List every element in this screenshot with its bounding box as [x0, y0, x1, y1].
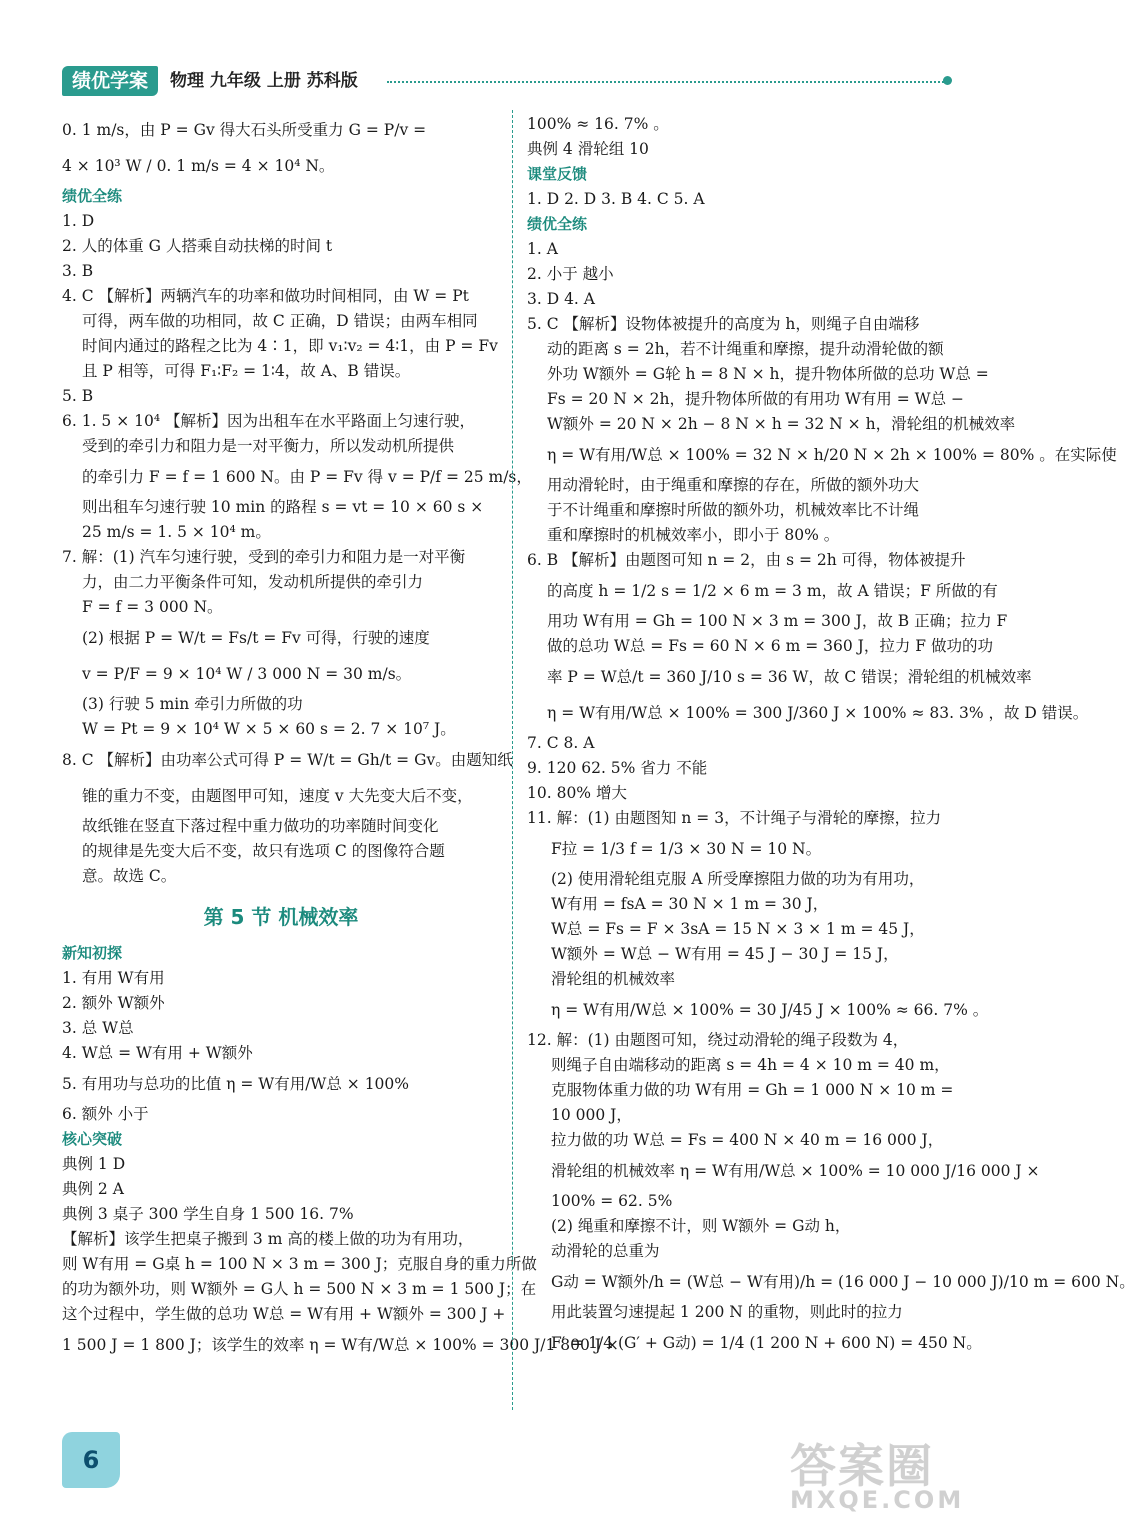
- text-line: F′ = 1/4 (G′ + G动) = 1/4 (1 200 N + 600 N) = 450 N。: [551, 1334, 982, 1352]
- text-line: G动 = W额外/h = (W总 − W有用)/h = (16 000 J − 10 000 J)/10 m = 600 N。: [551, 1273, 1135, 1291]
- text-line: 3. D 4. A: [527, 290, 595, 308]
- text-line: 6. 1. 5 × 10⁴ 【解析】因为出租车在水平路面上匀速行驶，: [62, 412, 475, 430]
- text-line: 的牵引力 F = f = 1 600 N。由 P = Fv 得 v = P/f = 25 m/s，: [82, 468, 532, 486]
- text-line: 1 500 J = 1 800 J；该学生的效率 η = W有/W总 × 100% = 300 J/1 800 J ×: [62, 1336, 619, 1354]
- text-line: 8. C 【解析】由功率公式可得 P = W/t = Gh/t = Gv。由题知纸: [62, 751, 513, 769]
- right-column: [527, 112, 1135, 1361]
- text-line: 拉力做的功 W总 = Fs = 400 N × 40 m = 16 000 J，: [551, 1131, 944, 1149]
- section-title: 第 5 节 机械效率: [203, 905, 359, 929]
- text-line: 滑轮组的机械效率: [551, 970, 676, 988]
- text-line: η = W有用/W总 × 100% = 32 N × h/20 N × 2h × 100% = 80% 。在实际使: [547, 446, 1117, 464]
- text-line: 10 000 J，: [551, 1106, 632, 1124]
- text-line: 4 × 10³ W / 0. 1 m/s = 4 × 10⁴ N。: [62, 157, 335, 175]
- text-line: 意。故选 C。: [82, 867, 177, 885]
- page-number: 6: [62, 1432, 120, 1488]
- text-line: 7. C 8. A: [527, 734, 595, 752]
- text-line: 用动滑轮时，由于绳重和摩擦的存在，所做的额外功大: [547, 476, 920, 494]
- text-line: 典例 3 桌子 300 学生自身 1 500 16. 7%: [62, 1205, 354, 1223]
- section-heading: 绩优全练: [62, 187, 123, 205]
- text-line: 则出租车匀速行驶 10 min 的路程 s = vt = 10 × 60 s ×: [82, 498, 484, 516]
- text-line: 动的距离 s = 2h，若不计绳重和摩擦，提升动滑轮做的额: [547, 340, 944, 358]
- section-heading: 新知初探: [62, 944, 123, 962]
- header-dot: [943, 76, 952, 85]
- text-line: 5. 有用功与总功的比值 η = W有用/W总 × 100%: [62, 1075, 410, 1093]
- text-line: 典例 1 D: [62, 1155, 126, 1173]
- subject-label: 物理 九年级 上册 苏科版: [170, 71, 358, 91]
- text-line: W有用 = fsA = 30 N × 1 m = 30 J，: [551, 895, 829, 913]
- brand-badge: 绩优学案: [62, 66, 158, 96]
- section-heading: 核心突破: [62, 1130, 123, 1148]
- section-heading: 绩优全练: [527, 215, 588, 233]
- text-line: v = P/F = 9 × 10⁴ W / 3 000 N = 30 m/s。: [82, 665, 412, 683]
- text-line: 的规律是先变大后不变，故只有选项 C 的图像符合题: [82, 842, 445, 860]
- text-line: 这个过程中，学生做的总功 W总 = W有用 + W额外 = 300 J +: [62, 1305, 506, 1323]
- section-heading: 课堂反馈: [527, 165, 588, 183]
- text-line: 4. W总 = W有用 + W额外: [62, 1044, 253, 1062]
- text-line: 11. 解：(1) 由题图知 n = 3，不计绳子与滑轮的摩擦，拉力: [527, 809, 942, 827]
- text-line: 典例 2 A: [62, 1180, 124, 1198]
- text-line: 克服物体重力做的功 W有用 = Gh = 1 000 N × 10 m =: [551, 1081, 954, 1099]
- text-line: 【解析】该学生把桌子搬到 3 m 高的楼上做的功为有用功，: [62, 1230, 474, 1248]
- text-line: (3) 行驶 5 min 牵引力所做的功: [82, 695, 303, 713]
- text-line: Fs = 20 N × 2h，提升物体所做的有用功 W有用 = W总 −: [547, 390, 964, 408]
- text-line: (2) 根据 P = W/t = Fs/t = Fv 可得，行驶的速度: [82, 629, 430, 647]
- text-line: 则 W有用 = G桌 h = 100 N × 3 m = 300 J；克服自身的重力所做: [62, 1255, 537, 1273]
- text-line: W总 = Fs = F × 3sA = 15 N × 3 × 1 m = 45 J，: [551, 920, 925, 938]
- header-divider: [387, 81, 944, 83]
- text-line: η = W有用/W总 × 100% = 300 J/360 J × 100% ≈ 83. 3% ，故 D 错误。: [547, 704, 1089, 722]
- text-line: 的功为额外功，则 W额外 = G人 h = 500 N × 3 m = 1 500 J；在: [62, 1280, 537, 1298]
- text-line: 6. B 【解析】由题图可知 n = 2，由 s = 2h 可得，物体被提升: [527, 551, 966, 569]
- watermark-logo: [790, 1430, 980, 1520]
- text-line: 的高度 h = 1/2 s = 1/2 × 6 m = 3 m，故 A 错误；F 所做的有: [547, 582, 998, 600]
- text-line: 且 P 相等，可得 F₁∶F₂ = 1∶4，故 A、B 错误。: [82, 362, 411, 380]
- text-line: 2. 额外 W额外: [62, 994, 165, 1012]
- text-line: 2. 人的体重 G 人搭乘自动扶梯的时间 t: [62, 237, 333, 255]
- text-line: 受到的牵引力和阻力是一对平衡力，所以发动机所提供: [82, 437, 455, 455]
- text-line: η = W有用/W总 × 100% = 30 J/45 J × 100% ≈ 66. 7% 。: [551, 1001, 989, 1019]
- text-line: 1. 有用 W有用: [62, 969, 165, 987]
- text-line: 滑轮组的机械效率 η = W有用/W总 × 100% = 10 000 J/16 000 J ×: [551, 1162, 1040, 1180]
- text-line: 2. 小于 越小: [527, 265, 614, 283]
- watermark-main: 答案圈: [790, 1439, 934, 1493]
- text-line: 可得，两车做的功相同，故 C 正确，D 错误；由两车相同: [82, 312, 478, 330]
- text-line: 率 P = W总/t = 360 J/10 s = 36 W，故 C 错误；滑轮组的机械效率: [547, 668, 1032, 686]
- text-line: F拉 = 1/3 f = 1/3 × 30 N = 10 N。: [551, 840, 822, 858]
- text-line: 5. C 【解析】设物体被提升的高度为 h，则绳子自由端移: [527, 315, 920, 333]
- text-line: 1. A: [527, 240, 558, 258]
- column-divider: [512, 110, 513, 1410]
- text-line: 4. C 【解析】两辆汽车的功率和做功时间相同，由 W = Pt: [62, 287, 469, 305]
- text-line: 5. B: [62, 387, 94, 405]
- text-line: 于不计绳重和摩擦时所做的额外功，机械效率比不计绳: [547, 501, 920, 519]
- text-line: 典例 4 滑轮组 10: [527, 140, 649, 158]
- watermark-sub: MXQE.COM: [790, 1486, 965, 1514]
- text-line: 做的总功 W总 = Fs = 60 N × 6 m = 360 J，拉力 F 做功的功: [547, 637, 993, 655]
- text-line: 外功 W额外 = G轮 h = 8 N × h，提升物体所做的总功 W总 =: [547, 365, 989, 383]
- text-line: 7. 解：(1) 汽车匀速行驶，受到的牵引力和阻力是一对平衡: [62, 548, 466, 566]
- text-line: 3. B: [62, 262, 94, 280]
- text-line: 3. 总 W总: [62, 1019, 134, 1037]
- text-line: F = f = 3 000 N。: [82, 598, 223, 616]
- text-line: 100% = 62. 5%: [551, 1192, 673, 1210]
- text-line: 6. 额外 小于: [62, 1105, 149, 1123]
- text-line: 用功 W有用 = Gh = 100 N × 3 m = 300 J，故 B 正确；拉力 F: [547, 612, 1008, 630]
- text-line: 9. 120 62. 5% 省力 不能: [527, 759, 708, 777]
- text-line: 则绳子自由端移动的距离 s = 4h = 4 × 10 m = 40 m，: [551, 1056, 950, 1074]
- text-line: 锥的重力不变，由题图甲可知，速度 v 大先变大后不变，: [82, 787, 473, 805]
- text-line: 动滑轮的总重为: [551, 1242, 660, 1260]
- text-line: (2) 绳重和摩擦不计，则 W额外 = G动 h，: [551, 1217, 851, 1235]
- text-line: W = Pt = 9 × 10⁴ W × 5 × 60 s = 2. 7 × 10⁷ J。: [82, 720, 456, 738]
- text-line: 10. 80% 增大: [527, 784, 627, 802]
- text-line: 100% ≈ 16. 7% 。: [527, 115, 669, 133]
- text-line: 时间内通过的路程之比为 4∶1，即 v₁∶v₂ = 4∶1，由 P = Fv: [82, 337, 498, 355]
- page-header: [62, 66, 962, 98]
- text-line: 重和摩擦时的机械效率小，即小于 80% 。: [547, 526, 840, 544]
- text-line: 12. 解：(1) 由题图可知，绕过动滑轮的绳子段数为 4，: [527, 1031, 909, 1049]
- text-line: W额外 = W总 − W有用 = 45 J − 30 J = 15 J，: [551, 945, 899, 963]
- text-line: 用此装置匀速提起 1 200 N 的重物，则此时的拉力: [551, 1303, 903, 1321]
- text-line: 1. D: [62, 212, 95, 230]
- text-line: 力，由二力平衡条件可知，发动机所提供的牵引力: [82, 573, 424, 591]
- text-line: 25 m/s = 1. 5 × 10⁴ m。: [82, 523, 271, 541]
- text-line: 0. 1 m/s，由 P = Gv 得大石头所受重力 G = P/v =: [62, 121, 427, 139]
- text-line: (2) 使用滑轮组克服 A 所受摩擦阻力做的功为有用功，: [551, 870, 925, 888]
- text-line: W额外 = 20 N × 2h − 8 N × h = 32 N × h，滑轮组的机械效率: [547, 415, 1016, 433]
- text-line: 故纸锥在竖直下落过程中重力做功的功率随时间变化: [82, 817, 439, 835]
- text-line: 1. D 2. D 3. B 4. C 5. A: [527, 190, 705, 208]
